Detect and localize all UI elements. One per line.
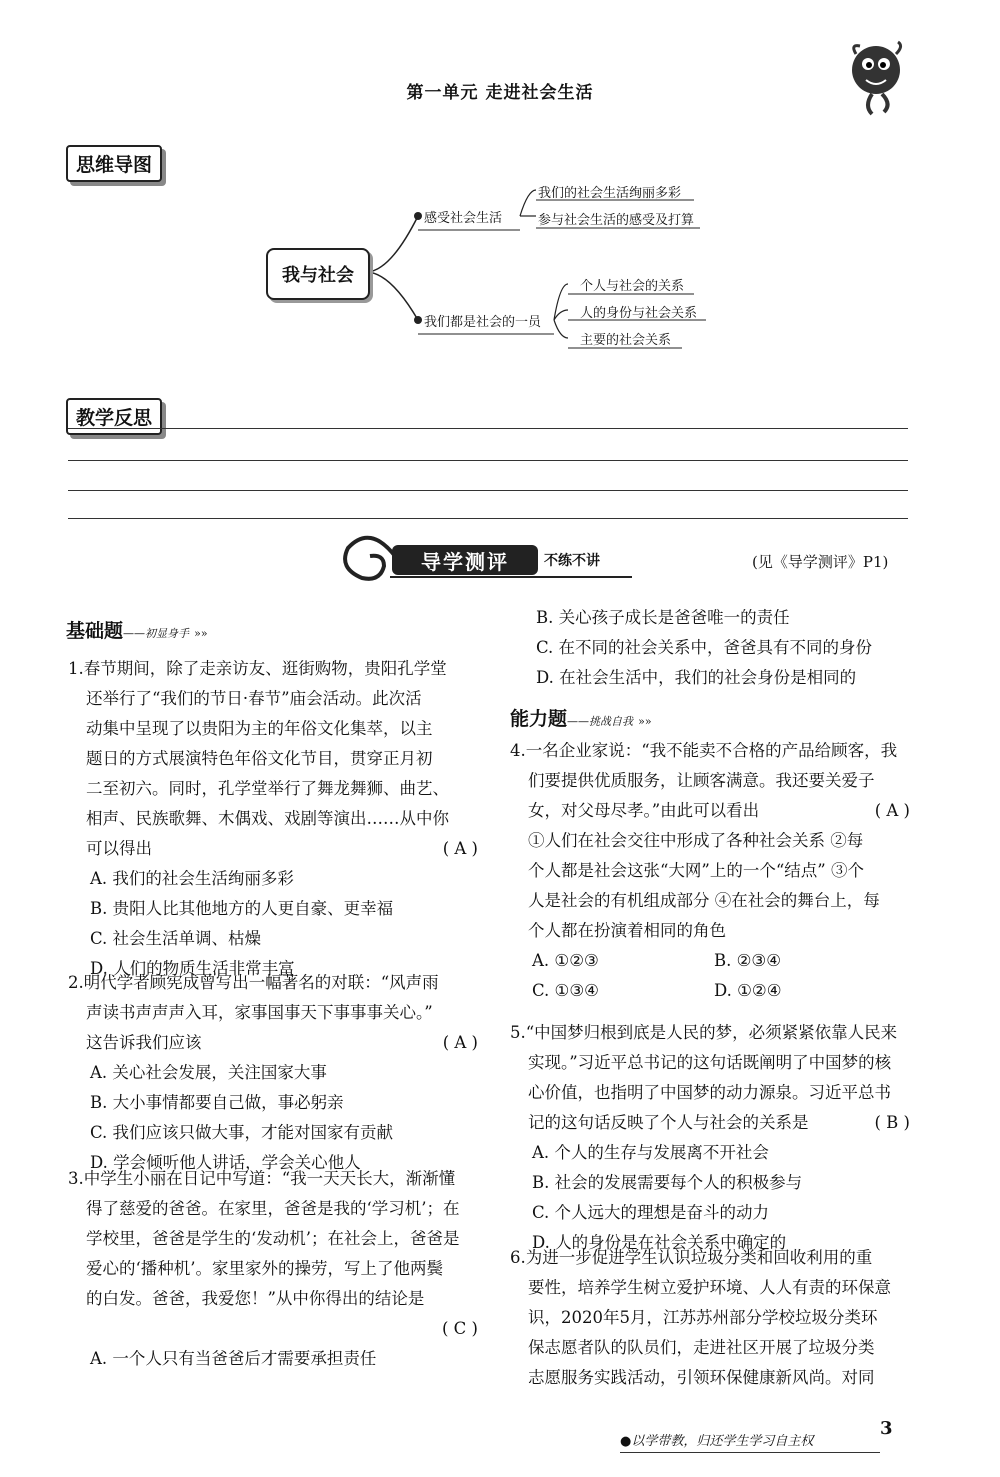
question-text: 相声、民族歌舞、木偶戏、戏剧等演出……从中你 [86,809,449,828]
option: B. 贵阳人比其他地方的人更自豪、更幸福 [90,899,394,918]
option: A. 我们的社会生活绚丽多彩 [90,869,294,888]
statement: 人是社会的有机组成部分 ④在社会的舞台上，每 [528,891,880,910]
option: A. 个人的生存与发展离不开社会 [532,1143,769,1162]
question-text: 6.为进一步促进学生认识垃圾分类和回收利用的重 [510,1248,873,1267]
mind-map-tag: 思维导图 [66,145,162,182]
question-text: 的白发。爸爸，我爱您！”从中你得出的结论是 [86,1289,425,1308]
option: C. ①③④ [532,981,599,1000]
mind-map-leaf: 个人与社会的关系 [580,279,685,294]
option: C. 在不同的社会关系中，爸爸具有不同的身份 [536,638,873,657]
question-text: 声读书声声声入耳，家事国事天下事事事关心。” [86,1003,433,1022]
statement: 个人都是社会这张“大网”上的一个“结点” ③个 [528,861,864,880]
question-text: 题日的方式展演特色年俗文化节目，贯穿正月初 [86,749,433,768]
mascot-icon [842,40,914,120]
answer: ( C ) [442,1319,478,1338]
ability-section-header [510,704,652,731]
option: A. 一个人只有当爸爸后才需要承担责任 [90,1349,377,1368]
statement: ①人们在社会交往中形成了各种社会关系 ②每 [528,831,864,850]
option: C. 我们应该只做大事，才能对国家有贡献 [90,1123,394,1142]
swirl-icon [340,528,400,588]
question-text: 实现。”习近平总书记的这句话既阐明了中国梦的核 [528,1053,892,1072]
question-text: 4.一名企业家说：“我不能卖不合格的产品给顾客，我 [510,741,898,760]
option: D. 人们的物质生活非常丰富 [90,959,295,978]
option: D. 人的身份是在社会关系中确定的 [532,1233,787,1252]
basic-section-title: 基础题 [66,620,124,642]
answer: ( A ) [442,839,478,858]
option: D. 在社会生活中，我们的社会身份是相同的 [536,668,857,687]
question-text: 女，对父母尽孝。”由此可以看出 [528,801,760,820]
reflection-tag: 教学反思 [66,398,162,435]
arrows-icon: »» [194,627,208,640]
ability-section-subtitle: ——挑战自我 [567,715,634,728]
question-text: 学校里，爸爸是学生的‘发动机’；在社会上，爸爸是 [86,1229,460,1248]
question-text: 记的这句话反映了个人与社会的关系是 [528,1113,809,1132]
mind-map-branch-2: 我们都是社会的一员 [424,315,542,330]
question-text: 可以得出 [86,839,152,858]
question-6 [510,1243,920,1393]
writing-line [68,490,908,491]
option: D. ①②④ [714,981,782,1000]
writing-line [68,518,908,519]
question-text: 志愿服务实践活动，引领环保健康新风尚。对同 [528,1368,875,1387]
question-text: 得了慈爱的爸爸。在家里，爸爸是我的‘学习机’；在 [86,1199,460,1218]
option: A. 关心社会发展，关注国家大事 [90,1063,327,1082]
mind-map-leaf: 参与社会生活的感受及打算 [538,213,695,228]
option: D. 学会倾听他人讲话，学会关心他人 [90,1153,361,1172]
banner-subtitle: 不练不讲 [544,553,600,569]
writing-line [68,428,908,429]
question-text: 还举行了“我们的节日·春节”庙会活动。此次活 [86,689,422,708]
basic-section-subtitle: ——初显身手 [123,627,190,640]
banner-underline [390,576,632,578]
ability-section-title: 能力题 [510,708,568,730]
option: B. 社会的发展需要每个人的积极参与 [532,1173,803,1192]
option: C. 社会生活单调、枯燥 [90,929,262,948]
mind-map-root: 我与社会 [266,248,370,300]
question-5 [510,1018,920,1258]
question-text: 这告诉我们应该 [86,1033,202,1052]
arrows-icon: »» [638,715,652,728]
question-2 [68,968,488,1178]
question-text: 爱心的‘播种机’。家里家外的操劳，写上了他两鬓 [86,1259,443,1278]
question-1 [68,654,488,984]
answer: ( B ) [874,1113,910,1132]
question-text: 心价值，也指明了中国梦的动力源泉。习近平总书 [528,1083,891,1102]
question-4 [510,736,920,1006]
question-text: 3.中学生小丽在日记中写道：“我一天天长大，渐渐懂 [68,1169,456,1188]
banner-reference: (见《导学测评》P1) [752,553,889,571]
footer-line [620,1452,880,1453]
page-number: 3 [880,1418,893,1439]
option: A. ①②③ [532,951,599,970]
statement: 个人都在扮演着相同的角色 [528,921,726,940]
footer-slogan: ●以学带教，归还学生学习自主权 [620,1434,814,1449]
question-3 [68,1164,488,1374]
answer: ( A ) [874,801,910,820]
question-text: 保志愿者队的队员们，走进社区开展了垃圾分类 [528,1338,875,1357]
question-text: 识，2020年5月，江苏苏州部分学校垃圾分类环 [528,1308,878,1327]
mind-map-leaf: 我们的社会生活绚丽多彩 [538,186,682,201]
banner-title: 导学测评 [392,545,538,575]
question-text: 5.“中国梦归根到底是人民的梦，必须紧紧依靠人民来 [510,1023,898,1042]
basic-section-header [66,616,208,643]
mind-map-branch-1: 感受社会生活 [424,211,503,226]
mind-map-leaf: 主要的社会关系 [580,333,672,348]
question-text: 2.明代学者顾宪成曾写出一幅著名的对联：“风声雨 [68,973,439,992]
question-3-continued [514,603,934,693]
question-text: 动集中呈现了以贵阳为主的年俗文化集萃，以主 [86,719,433,738]
option: B. ②③④ [714,951,781,970]
option: B. 大小事情都要自己做，事必躬亲 [90,1093,344,1112]
answer: ( A ) [442,1033,478,1052]
mind-map-leaf: 人的身份与社会关系 [580,306,698,321]
option: C. 个人远大的理想是奋斗的动力 [532,1203,770,1222]
question-text: 们要提供优质服务，让顾客满意。我还要关爱子 [528,771,875,790]
option: B. 关心孩子成长是爸爸唯一的责任 [536,608,790,627]
question-text: 1.春节期间，除了走亲访友、逛街购物，贵阳孔学堂 [68,659,447,678]
question-text: 要性，培养学生树立爱护环境、人人有责的环保意 [528,1278,891,1297]
question-text: 二至初六。同时，孔学堂举行了舞龙舞狮、曲艺、 [86,779,449,798]
unit-title: 第一单元 走进社会生活 [406,83,594,103]
writing-line [68,460,908,461]
